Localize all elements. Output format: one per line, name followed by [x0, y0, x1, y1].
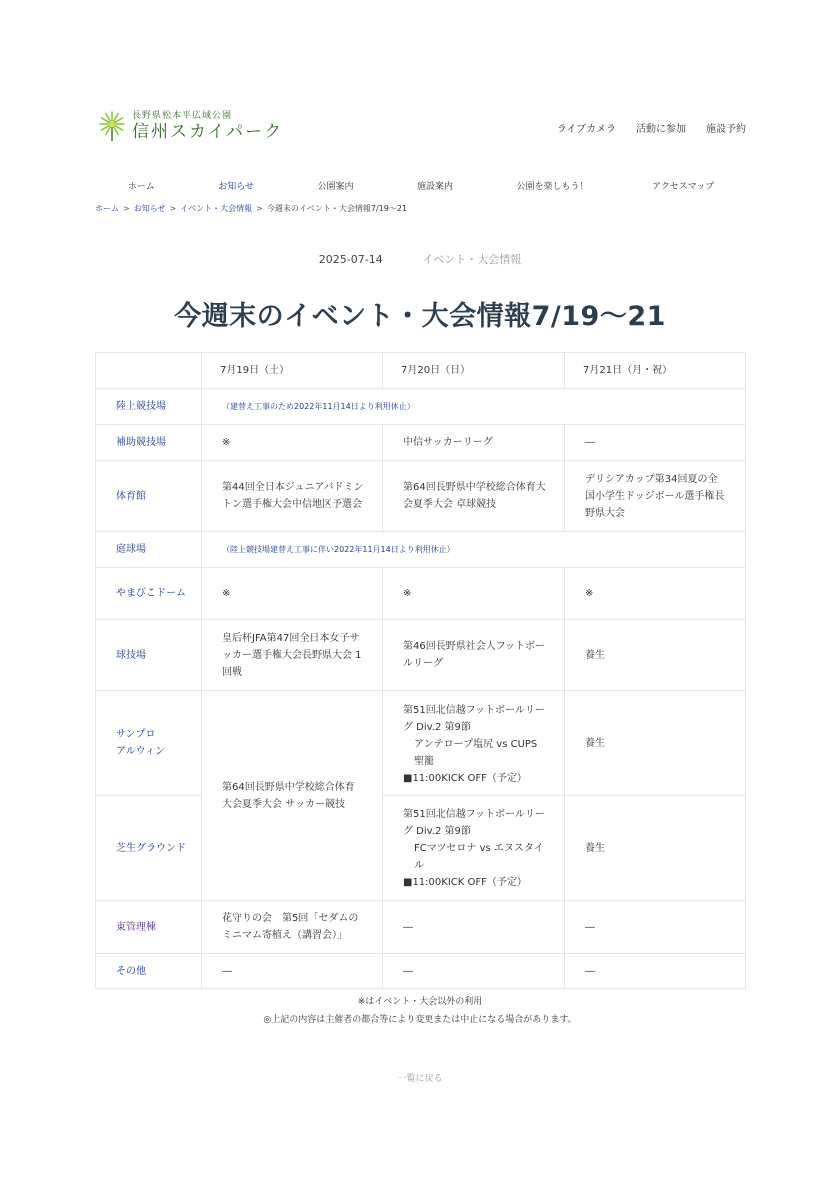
nav-item-park-guide[interactable]: 公園案内 [317, 182, 354, 192]
table-cell: 第44回全日本ジュニアバドミントン選手権大会中信地区予選会 [202, 461, 383, 532]
table-cell: ※ [202, 568, 383, 620]
breadcrumb-separator: > [169, 204, 177, 213]
logo-subtitle: 長野県松本平広域公園 [132, 110, 233, 121]
facility-reservation-link[interactable]: 施設予約 [706, 124, 746, 135]
match-kickoff: ■11:00KICK OFF（予定） [403, 772, 527, 784]
match-teams: FCマツセロナ vs エヌスタイル [414, 842, 544, 871]
table-cell: ― [565, 954, 746, 989]
match-kickoff: ■11:00KICK OFF（予定） [403, 876, 527, 888]
table-cell: ※ [383, 568, 565, 620]
breadcrumb-news[interactable]: お知らせ [133, 204, 166, 213]
breadcrumb-current: 今週末のイベント・大会情報7/19〜21 [266, 204, 408, 213]
table-cell: ― [383, 954, 565, 989]
table-cell: ― [565, 901, 746, 954]
nav-item-news[interactable]: お知らせ [218, 182, 254, 192]
post-meta [0, 251, 840, 267]
venue-name-line-1: サンプロ [116, 729, 156, 740]
table-cell: ― [202, 954, 383, 989]
table-cell [383, 691, 565, 796]
header-day-2: 7月20日（日） [383, 353, 565, 389]
nav-item-home[interactable]: ホーム [127, 182, 155, 192]
table-row [96, 901, 746, 954]
post-date: 2025-07-14 [318, 253, 383, 266]
header-utility-links [557, 120, 746, 135]
table-row [96, 796, 746, 901]
venue-cell [96, 532, 202, 568]
closure-note: （陸上競技場建替え工事に伴い2022年11月14日より利用休止） [202, 532, 746, 568]
venue-cell [96, 620, 202, 691]
table-row [96, 389, 746, 425]
venue-cell [96, 389, 202, 425]
venue-cell [96, 796, 202, 901]
table-cell: 花守りの会 第5回「セダムのミニマム寄植え（講習会）」 [202, 901, 383, 954]
venue-cell [96, 954, 202, 989]
venue-link[interactable]: やまびこドーム [116, 588, 186, 599]
venue-cell [96, 461, 202, 532]
venue-cell [96, 901, 202, 954]
table-row [96, 532, 746, 568]
table-cell: ― [383, 901, 565, 954]
table-cell: ― [565, 425, 746, 461]
match-league: 第51回北信越フットボールリーグ Div.2 第9節 [403, 808, 545, 837]
site-logo[interactable] [96, 110, 283, 142]
join-activity-link[interactable]: 活動に参加 [636, 124, 686, 135]
nav-item-enjoy-park[interactable]: 公園を楽しもう！ [516, 182, 589, 192]
header-venue [96, 353, 202, 389]
table-header-row [96, 353, 746, 389]
live-camera-link[interactable]: ライブカメラ [556, 124, 616, 135]
venue-cell [96, 425, 202, 461]
logo-title: 信州スカイパーク [132, 121, 284, 142]
event-schedule-table [95, 352, 746, 989]
nav-item-facility-guide[interactable]: 施設案内 [417, 182, 454, 192]
venue-link[interactable]: 体育館 [116, 490, 146, 502]
table-row [96, 691, 746, 796]
venue-cell [96, 691, 202, 796]
table-row [96, 620, 746, 691]
venue-link[interactable]: 球技場 [116, 649, 146, 661]
match-teams: アンテロープ塩尻 vs CUPS聖籠 [414, 738, 538, 767]
breadcrumb-home[interactable]: ホーム [95, 204, 119, 213]
venue-link[interactable]: その他 [116, 965, 146, 977]
venue-link[interactable]: 補助競技場 [116, 437, 166, 448]
post-category[interactable]: イベント・大会情報 [422, 253, 522, 266]
venue-name-line-2: アルウィン [116, 746, 165, 757]
venue-cell [96, 568, 202, 620]
dandelion-logo-icon [96, 110, 128, 142]
table-cell [383, 796, 565, 901]
table-cell: 養生 [565, 691, 746, 796]
venue-link[interactable] [116, 729, 165, 757]
nav-item-access-map[interactable]: アクセスマップ [652, 182, 715, 192]
venue-link[interactable]: 東管理棟 [116, 921, 156, 933]
breadcrumb-category[interactable]: イベント・大会情報 [180, 204, 253, 213]
header-day-3: 7月21日（月・祝） [565, 353, 746, 389]
table-row [96, 461, 746, 532]
breadcrumb [95, 203, 407, 214]
venue-link[interactable]: 芝生グラウンド [116, 842, 186, 854]
table-cell: 皇后杯JFA第47回全日本女子サッカー選手権大会長野県大会 1回戦 [202, 620, 383, 691]
footnote-disclaimer: ◎上記の内容は主催者の都合等により変更または中止になる場合があります。 [263, 1015, 577, 1025]
table-cell: デリシアカップ第34回夏の全国小学生ドッジボール選手権長野県大会 [565, 461, 746, 532]
header-day-1: 7月19日（土） [202, 353, 383, 389]
page-title: 今週末のイベント・大会情報7/19〜21 [174, 301, 666, 332]
table-cell: 中信サッカーリーグ [383, 425, 565, 461]
venue-link[interactable]: 庭球場 [116, 544, 146, 555]
table-cell: ※ [202, 425, 383, 461]
table-row [96, 954, 746, 989]
back-to-list-link[interactable]: 一覧に戻る [397, 1074, 443, 1084]
table-row [96, 425, 746, 461]
closure-note: （建替え工事のため2022年11月14日より利用休止） [202, 389, 746, 425]
breadcrumb-separator: > [123, 204, 130, 213]
table-cell: 養生 [565, 620, 746, 691]
table-cell-merged: 第64回長野県中学校総合体育大会夏季大会 サッカー競技 [202, 691, 383, 901]
footnote-usage: ※はイベント・大会以外の利用 [357, 997, 483, 1007]
table-row [96, 568, 746, 620]
table-cell: 第64回長野県中学校総合体育大会夏季大会 卓球競技 [383, 461, 565, 532]
table-cell: ※ [565, 568, 746, 620]
global-nav [96, 179, 746, 192]
table-cell: 第46回長野県社会人フットボールリーグ [383, 620, 565, 691]
match-league: 第51回北信越フットボールリーグ Div.2 第9節 [403, 704, 545, 733]
venue-link[interactable]: 陸上競技場 [116, 401, 166, 412]
breadcrumb-separator: > [256, 204, 263, 213]
table-cell: 養生 [565, 796, 746, 901]
